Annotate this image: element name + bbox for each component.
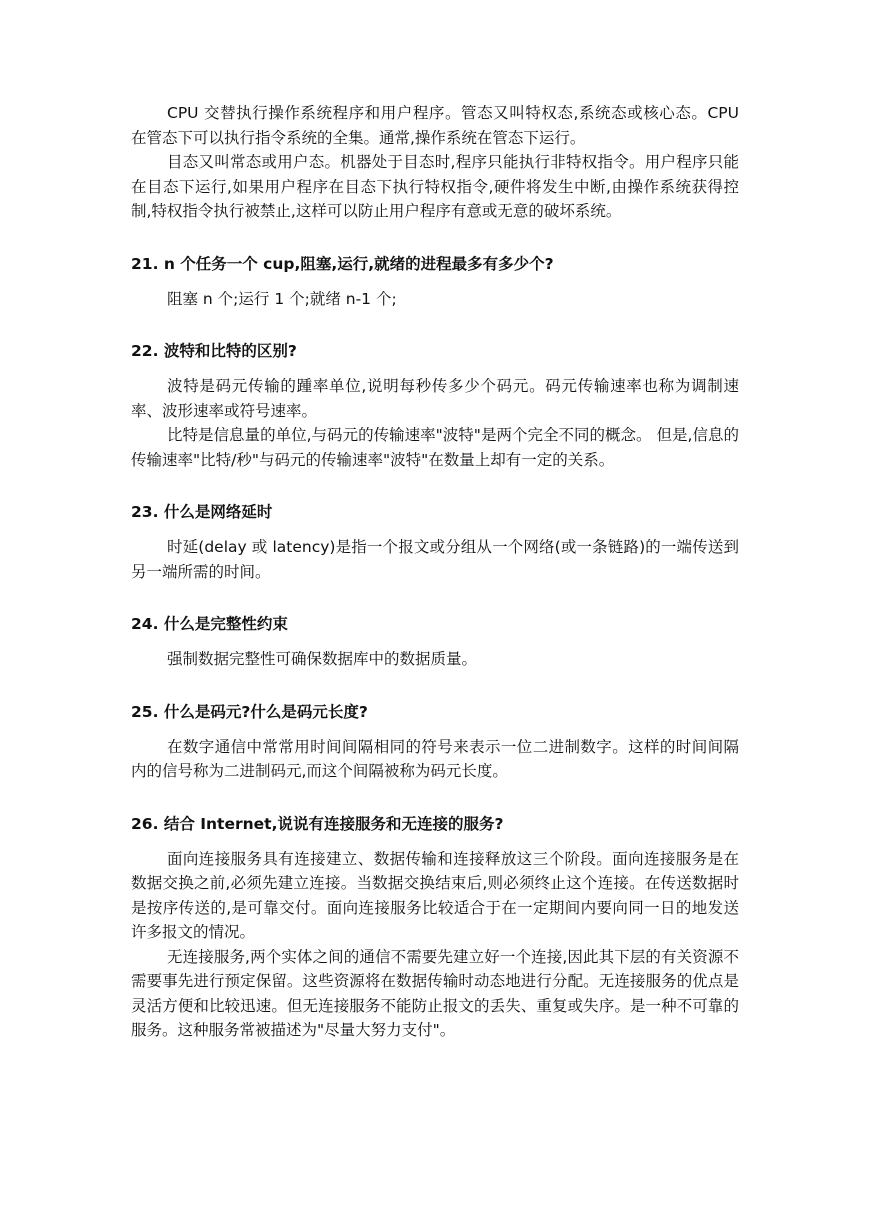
section-heading: 25. 什么是码元?什么是码元长度? (131, 702, 368, 721)
section-paragraph: 强制数据完整性可确保数据库中的数据质量。 (167, 650, 478, 668)
section-21 (131, 252, 739, 312)
section-heading: 26. 结合 Internet,说说有连接服务和无连接的服务? (131, 814, 504, 833)
section-paragraph: 阻塞 n 个;运行 1 个;就绪 n-1 个; (167, 289, 397, 308)
section-paragraph: 面向连接服务具有连接建立、数据传输和连接释放这三个阶段。面向连接服务是在数据交换之前,必须先建立连接。当数据交换结束后,则必须终止这个连接。在传送数据时是按序传送的,是可靠交付。面向连接服务比较适合于在一定期间内要向同一日的地发送许多报文的情况。 (131, 849, 739, 941)
section-paragraph: 比特是信息量的单位,与码元的传输速率"波特"是两个完全不同的概念。 但是,信息的传输速率"比特/秒"与码元的传输速率"波特"在数量上却有一定的关系。 (131, 426, 739, 469)
document-page (131, 101, 739, 1043)
section-22 (131, 339, 739, 472)
section-23 (131, 500, 739, 584)
section-heading: 22. 波特和比特的区别? (131, 342, 297, 360)
section-heading: 23. 什么是网络延时 (131, 503, 273, 521)
intro-paragraph-2: 目态又叫常态或用户态。机器处于目态时,程序只能执行非特权指令。用户程序只能在目态下运行,如果用户程序在目态下执行特权指令,硬件将发生中断,由操作系统获得控制,特权指令执行被禁止,这样可以防止用户程序有意或无意的破坏系统。 (131, 153, 739, 220)
section-paragraph: 在数字通信中常常用时间间隔相同的符号来表示一位二进制数字。这样的时间间隔内的信号称为二进制码元,而这个间隔被称为码元长度。 (131, 737, 739, 780)
intro-paragraph-1: CPU 交替执行操作系统程序和用户程序。管态又叫特权态,系统态或核心态。CPU 在管态下可以执行指令系统的全集。通常,操作系统在管态下运行。 (131, 104, 739, 147)
section-26 (131, 812, 739, 1043)
section-paragraph: 波特是码元传输的踵率单位,说明每秒传多少个码元。码元传输速率也称为调制速率、波形速率或符号速率。 (131, 377, 739, 420)
section-paragraph: 无连接服务,两个实体之间的通信不需要先建立好一个连接,因此其下层的有关资源不需要事先进行预定保留。这些资源将在数据传输时动态地进行分配。无连接服务的优点是灵活方便和比较迅速。但无连接服务不能防止报文的丢失、重复或失序。是一种不可靠的服务。这种服务常被描述为"尽量大努力支付"。 (131, 947, 739, 1039)
section-25 (131, 700, 739, 784)
section-heading: 24. 什么是完整性约束 (131, 615, 288, 633)
section-paragraph: 时延(delay 或 latency)是指一个报文或分组从一个网络(或一条链路)的一端传送到另一端所需的时间。 (131, 538, 739, 581)
section-24 (131, 612, 739, 672)
section-heading: 21. n 个任务一个 cup,阻塞,运行,就绪的进程最多有多少个? (131, 254, 554, 273)
